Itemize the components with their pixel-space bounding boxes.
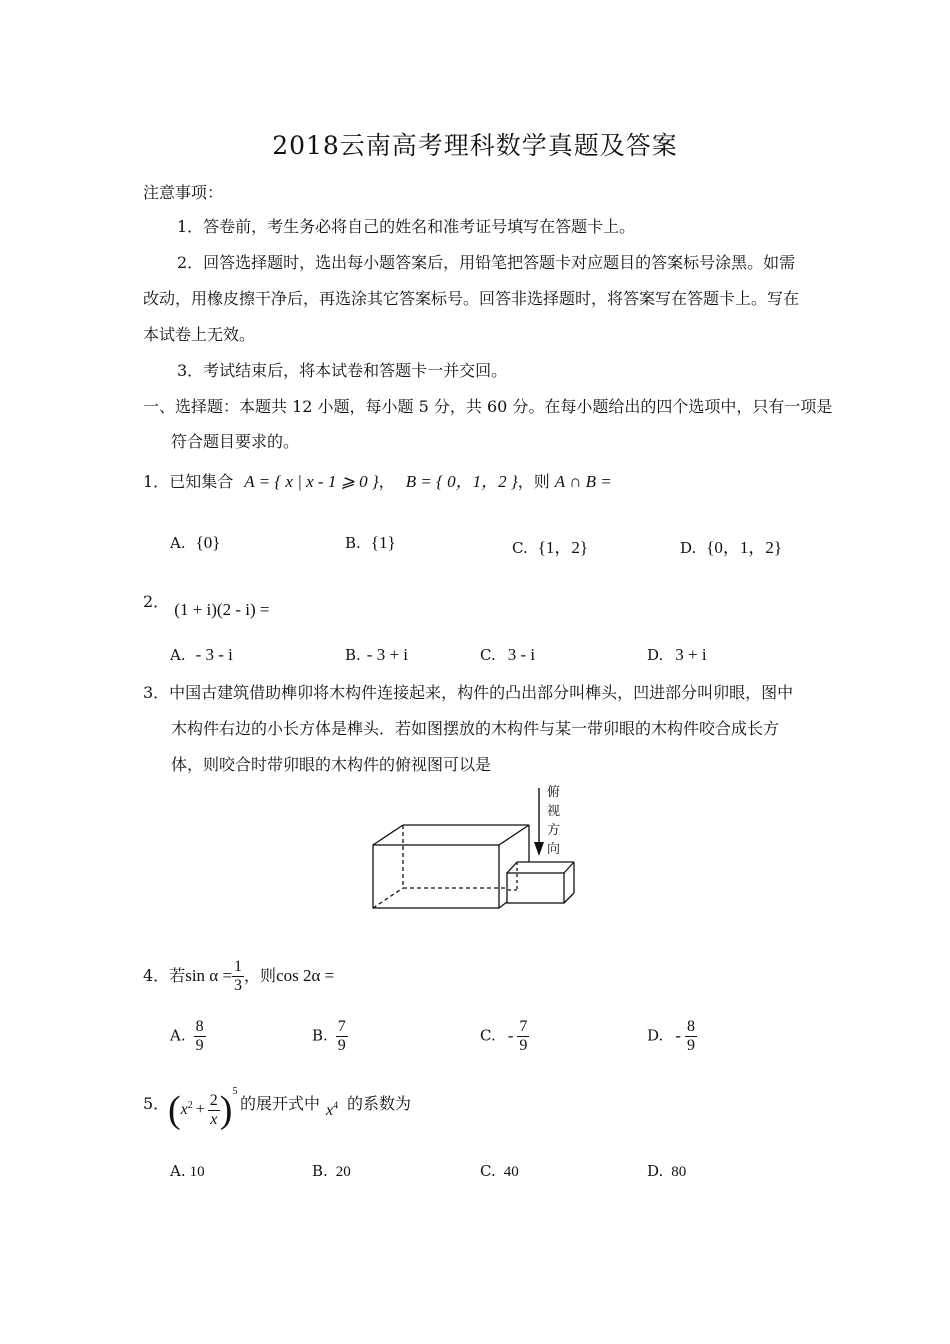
- big-box-edge: [373, 825, 403, 845]
- q5-exp-2: 2: [187, 1100, 193, 1112]
- right-paren: ): [219, 1089, 233, 1131]
- q4-fraction: [232, 958, 244, 995]
- option-label: B.: [312, 1026, 328, 1045]
- q5-text: 的展开式中: [240, 1094, 321, 1113]
- q5-x4-base: x: [326, 1102, 334, 1119]
- denominator: 9: [337, 1037, 346, 1054]
- big-box-front: [373, 845, 499, 908]
- q1-option-c[interactable]: [512, 533, 588, 558]
- option-label: B.: [312, 1162, 328, 1180]
- page-title: 2018云南高考理科数学真题及答案: [272, 131, 678, 160]
- q4-number: 4．: [143, 966, 170, 985]
- option-label: D.: [647, 1162, 664, 1180]
- option-fraction: [517, 1018, 529, 1055]
- option-label: D.: [647, 646, 664, 664]
- option-value: 10: [189, 1164, 205, 1180]
- q5-binomial: [168, 1088, 237, 1136]
- big-box-edge: [499, 902, 507, 908]
- numerator: 1: [234, 958, 243, 975]
- denominator: 3: [234, 977, 243, 994]
- q1-option-a[interactable]: [170, 533, 220, 553]
- q5-number: 5．: [143, 1094, 170, 1113]
- q5-x2: x: [180, 1101, 188, 1118]
- notes-heading: 注意事项：: [143, 183, 224, 202]
- denominator: 9: [195, 1037, 204, 1054]
- option-label: C.: [512, 539, 528, 557]
- option-value: 3 + i: [675, 645, 707, 664]
- denominator: 9: [686, 1037, 695, 1054]
- option-label: D.: [647, 1026, 664, 1045]
- numerator: 7: [337, 1018, 346, 1035]
- option-fraction: [336, 1018, 348, 1055]
- option-label: A.: [170, 1026, 186, 1045]
- denominator: x: [210, 1110, 218, 1128]
- option-label: B.: [345, 534, 361, 552]
- figure-label-char: 方: [547, 823, 561, 838]
- q1-option-d[interactable]: [680, 533, 782, 558]
- option-label: C.: [480, 646, 496, 664]
- q5-exp-4: 4: [333, 1100, 339, 1112]
- q5-text-2: 的系数为: [347, 1094, 412, 1113]
- option-value: 20: [335, 1164, 351, 1180]
- arrow-head-icon: [534, 842, 544, 856]
- q5-option-b[interactable]: [312, 1162, 351, 1181]
- option-label: D.: [680, 539, 697, 557]
- q4-option-c[interactable]: [480, 1018, 529, 1055]
- option-fraction: [685, 1018, 697, 1055]
- q3-line-1: 3．中国古建筑借助榫卯将木构件连接起来，构件的凸出部分叫榫头，凹进部分叫卯眼，图中: [143, 683, 794, 702]
- option-label: C.: [480, 1162, 496, 1180]
- q1-expr: A ∩ B =: [554, 472, 612, 491]
- big-box-edge: [499, 825, 529, 845]
- figure-label-char: 向: [547, 842, 561, 857]
- q5-fraction: [208, 1092, 220, 1129]
- q5-option-a[interactable]: [170, 1162, 205, 1181]
- q2-option-c[interactable]: [480, 645, 535, 665]
- q4-text: 若: [169, 966, 186, 985]
- q1-set-b: B = { 0，1，2 }: [405, 472, 518, 491]
- option-value: 40: [503, 1164, 519, 1180]
- option-value: {0}: [195, 533, 221, 552]
- q5-exp-5: 5: [232, 1086, 238, 1098]
- option-value: {0，1，2}: [706, 538, 783, 557]
- numerator: 7: [519, 1018, 528, 1035]
- hidden-edge: [373, 888, 403, 908]
- q4-cos: cos 2α =: [276, 966, 335, 985]
- q5-option-d[interactable]: [647, 1162, 686, 1181]
- figure-label-char: 视: [547, 804, 561, 819]
- question-1: [143, 472, 612, 492]
- q4-option-a[interactable]: [170, 1018, 206, 1055]
- numerator: 8: [686, 1018, 695, 1035]
- option-fraction: [194, 1018, 206, 1055]
- q1-number: 1．: [143, 472, 170, 491]
- section-heading: 一、选择题：本题共 12 小题，每小题 5 分，共 60 分。在每小题给出的四个选项中，只有一项是: [143, 397, 833, 416]
- option-label: A.: [170, 646, 186, 664]
- tenon-edge: [507, 862, 517, 873]
- option-value: - 3 + i: [366, 645, 409, 664]
- section-heading-line2: 符合题目要求的。: [171, 432, 300, 451]
- q1-text: 已知集合: [169, 472, 234, 491]
- option-label: A.: [170, 534, 186, 552]
- option-value: 80: [671, 1164, 687, 1180]
- option-sign: -: [675, 1025, 681, 1045]
- option-value: {1，2}: [537, 538, 589, 557]
- tenon-edge: [564, 862, 574, 873]
- q2-option-d[interactable]: [647, 645, 707, 665]
- q4-then: ，则: [244, 966, 277, 985]
- note-2-line3: 本试卷上无效。: [143, 325, 256, 344]
- wood-component-figure: [365, 780, 595, 915]
- q4-option-b[interactable]: [312, 1018, 348, 1055]
- option-label: B.: [345, 646, 361, 664]
- numerator: 2: [209, 1091, 218, 1109]
- q2-option-b[interactable]: [345, 645, 408, 665]
- q1-set-a: A = { x | x - 1 ⩾ 0 }: [244, 472, 379, 491]
- q5-option-c[interactable]: [480, 1162, 519, 1181]
- option-label: C.: [480, 1026, 496, 1045]
- numerator: 8: [195, 1018, 204, 1035]
- q3-line-3: 体，则咬合时带卯眼的木构件的俯视图可以是: [171, 755, 492, 774]
- q3-line-2: 木构件右边的小长方体是榫头．若如图摆放的木构件与某一带卯眼的木构件咬合成长方: [171, 719, 780, 738]
- q2-number: 2．: [143, 592, 170, 611]
- q4-option-d[interactable]: [647, 1018, 697, 1055]
- option-value: 3 - i: [507, 645, 536, 664]
- q1-then: ，则: [517, 472, 550, 491]
- question-4: [143, 958, 334, 995]
- tenon-front: [507, 873, 564, 903]
- q2-expr: (1 + i)(2 - i) =: [174, 600, 270, 619]
- q1-option-b[interactable]: [345, 533, 396, 553]
- question-2: [143, 592, 270, 619]
- tenon-edge: [564, 893, 574, 903]
- option-value: {1}: [370, 533, 396, 552]
- note-1: 1．答卷前，考生务必将自己的姓名和准考证号填写在答题卡上。: [177, 217, 636, 236]
- note-3: 3．考试结束后，将本试卷和答题卡一并交回。: [177, 361, 508, 380]
- q4-sin: sin α =: [185, 966, 233, 985]
- q1-sep: ，: [378, 472, 395, 491]
- option-sign: -: [507, 1025, 514, 1045]
- q5-x4: [326, 1100, 338, 1120]
- note-2-line2: 改动，用橡皮擦干净后，再选涂其它答案标号。回答非选择题时，将答案写在答题卡上。写在: [143, 289, 800, 308]
- option-value: - 3 - i: [195, 645, 233, 664]
- figure-label-char: 俯: [547, 785, 561, 800]
- q2-option-a[interactable]: [170, 645, 233, 665]
- denominator: 9: [519, 1037, 528, 1054]
- left-paren: (: [168, 1089, 181, 1131]
- q5-plus: +: [195, 1101, 205, 1118]
- note-2-line1: 2．回答选择题时，选出每小题答案后，用铅笔把答题卡对应题目的答案标号涂黑。如需: [177, 253, 796, 272]
- option-label: A.: [170, 1162, 186, 1180]
